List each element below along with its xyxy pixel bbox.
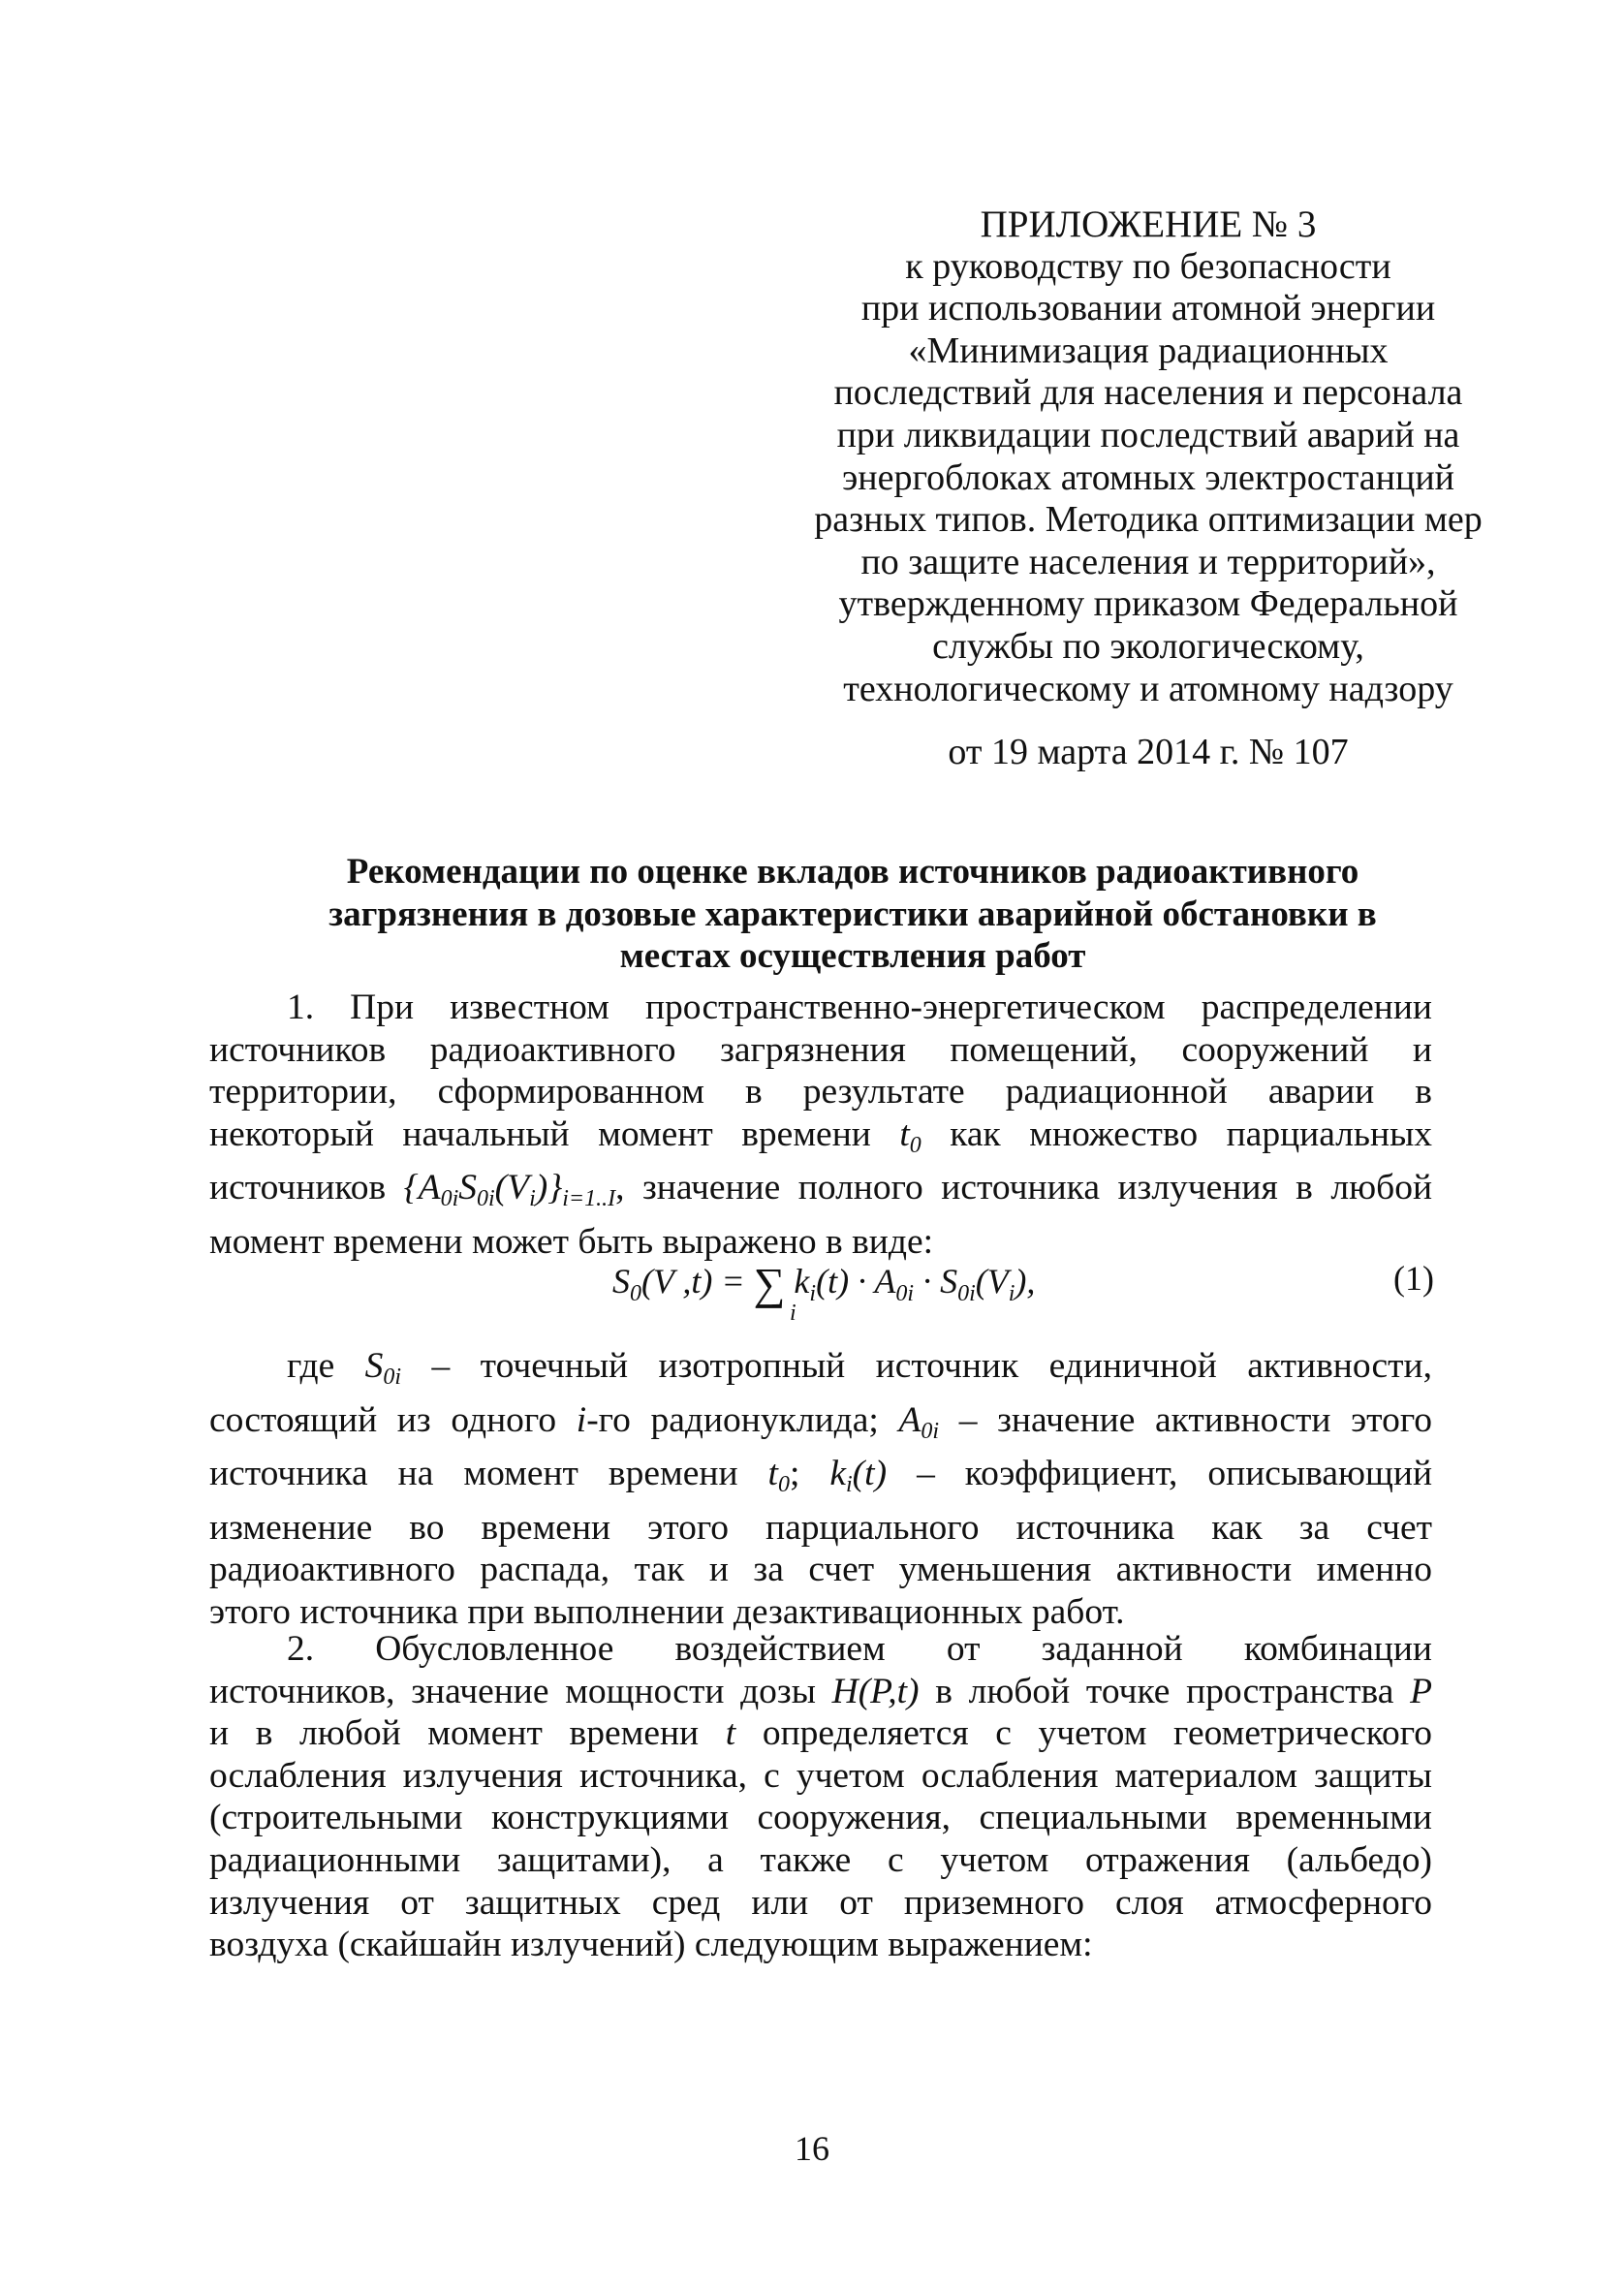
subscript: 0i <box>476 1186 495 1212</box>
text-fragment: – коэффициент, описывающий <box>917 1454 1433 1494</box>
page-number: 16 <box>795 2129 829 2168</box>
formula-args: (V ,t) = <box>641 1262 745 1301</box>
text-line <box>209 1399 1432 1454</box>
formula-term: (V <box>975 1262 1009 1301</box>
subscript: 0i <box>895 1281 915 1306</box>
formula-term: (t) · A <box>816 1262 896 1301</box>
text-line <box>209 1453 1432 1507</box>
variable-i: i <box>576 1399 587 1440</box>
subscript: 0i <box>921 1418 940 1444</box>
formula-expression <box>612 1258 1035 1309</box>
appendix-date: от 19 марта 2014 г. № 107 <box>948 732 1349 773</box>
text-line: радиоактивного распада, так и за счет уменьшения активности именно <box>209 1550 1432 1590</box>
subscript: 0i <box>383 1364 402 1390</box>
heading-line: местах осуществления работ <box>619 936 1086 976</box>
appendix-line: при ликвидации последствий аварий на <box>836 414 1460 455</box>
text-line <box>209 1345 1432 1399</box>
text-line: 2. Обусловленное воздействием от заданной комбинации <box>287 1629 1432 1669</box>
appendix-header <box>795 204 1502 774</box>
text-line <box>209 1712 1432 1755</box>
text-line: (строительными конструкциями сооружения, специальными временными <box>209 1798 1432 1838</box>
text-line: территории, сформированном в результате радиационной аварии в <box>209 1072 1432 1113</box>
symbol-v: (V <box>494 1168 530 1208</box>
symbol-k: k <box>794 1262 810 1301</box>
text-line <box>209 1671 1432 1713</box>
subscript: 0i <box>440 1186 459 1212</box>
set-close: )} <box>535 1168 563 1208</box>
text-fragment: некоторый начальный момент времени <box>209 1113 871 1154</box>
paragraph-2 <box>209 1345 1432 1634</box>
text-line: источников радиоактивного загрязнения помещений, сооружений и <box>209 1029 1432 1070</box>
source-set <box>403 1168 616 1212</box>
text-line: радиационными защитами), а также с учетом отражения (альбедо) <box>209 1839 1432 1880</box>
section-heading <box>291 851 1415 978</box>
formula-term: · S <box>914 1262 958 1301</box>
variable-t: t <box>899 1113 910 1154</box>
symbol-s: S <box>458 1168 477 1208</box>
text-line: ослабления излучения источника, с учетом ослабления материалом защиты <box>209 1755 1432 1796</box>
text-line: изменение во времени этого парциального источника как за счет <box>209 1507 1432 1548</box>
text-fragment: источников, значение мощности дозы <box>209 1671 816 1711</box>
symbol-s: S <box>364 1346 384 1386</box>
text-fragment: источника на момент времени <box>209 1454 738 1494</box>
appendix-line: по защите населения и территорий», <box>860 541 1436 582</box>
symbol-s: S <box>612 1262 630 1301</box>
text-fragment: где <box>287 1346 335 1386</box>
formula-number: (1) <box>1393 1259 1434 1298</box>
text-line: момент времени может быть выражено в виде: <box>209 1221 934 1262</box>
appendix-line: «Минимизация радиационных <box>908 329 1389 371</box>
subscript: i <box>1008 1281 1015 1306</box>
heading-line: Рекомендации по оценке вкладов источников радиоактивного <box>346 852 1359 892</box>
subscript: 0 <box>909 1132 921 1158</box>
variable-t: t <box>767 1454 778 1494</box>
text-line <box>209 1113 1432 1168</box>
appendix-title: ПРИЛОЖЕНИЕ № 3 <box>980 204 1317 245</box>
symbol-k: k <box>829 1454 846 1494</box>
appendix-line: службы по экологическому, <box>932 625 1364 667</box>
subscript: 0i <box>957 1281 976 1306</box>
dose-rate-symbol: H(P,t) <box>831 1671 920 1711</box>
text-fragment: как множество парциальных <box>950 1113 1433 1154</box>
subscript: i <box>846 1472 853 1498</box>
subscript: 0 <box>630 1281 641 1306</box>
text-fragment: ; <box>789 1454 800 1494</box>
appendix-line: при использовании атомной энергии <box>860 288 1436 329</box>
sum-symbol: ∑ <box>753 1259 786 1308</box>
appendix-line: технологическому и атомному надзору <box>843 668 1453 709</box>
text-line: воздуха (скайшайн излучений) следующим выражением: <box>209 1925 1093 1965</box>
text-line: этого источника при выполнении дезактивационных работ. <box>209 1591 1125 1632</box>
text-fragment: и в любой момент времени <box>209 1713 700 1754</box>
variable-p: P <box>1410 1671 1433 1711</box>
formula-term: ), <box>1015 1262 1036 1301</box>
subscript: i <box>809 1281 817 1306</box>
subscript: i=1..I <box>562 1186 616 1212</box>
sum-index: i <box>790 1301 796 1326</box>
formula-1 <box>591 1248 1434 1326</box>
appendix-line: энергоблоках атомных электростанций <box>841 456 1454 498</box>
appendix-line: последствий для населения и персонала <box>833 372 1463 414</box>
heading-line: загрязнения в дозовые характеристики аварийной обстановки в <box>328 894 1377 934</box>
paragraph-3 <box>209 1628 1432 1966</box>
text-fragment: , значение полного источника излучения в любой <box>615 1168 1433 1208</box>
appendix-line: разных типов. Методика оптимизации мер <box>814 499 1483 541</box>
appendix-line: утвержденному приказом Федеральной <box>838 583 1458 625</box>
text-line <box>209 1167 1432 1221</box>
variable-t: (t) <box>852 1454 888 1494</box>
text-fragment: – значение активности этого <box>958 1399 1433 1440</box>
text-fragment: -го радионуклида; <box>586 1399 879 1440</box>
paragraph-1 <box>209 987 1432 1264</box>
text-fragment: – точечный изотропный источник единичной активности, <box>431 1346 1433 1386</box>
text-line: 1. При известном пространственно-энергетическом распределении <box>287 988 1432 1027</box>
text-fragment: определяется с учетом геометрического <box>762 1713 1433 1754</box>
symbol-a: A <box>898 1399 921 1440</box>
set-open: {A <box>403 1168 441 1208</box>
subscript: 0 <box>777 1472 790 1498</box>
text-fragment: в любой точке пространства <box>935 1671 1394 1711</box>
text-fragment: состоящий из одного <box>209 1399 557 1440</box>
appendix-line: к руководству по безопасности <box>905 245 1391 287</box>
variable-t: t <box>725 1713 736 1754</box>
subscript: i <box>529 1186 536 1212</box>
text-fragment: источников <box>209 1168 387 1208</box>
text-line: излучения от защитных сред или от приземного слоя атмосферного <box>209 1882 1432 1923</box>
